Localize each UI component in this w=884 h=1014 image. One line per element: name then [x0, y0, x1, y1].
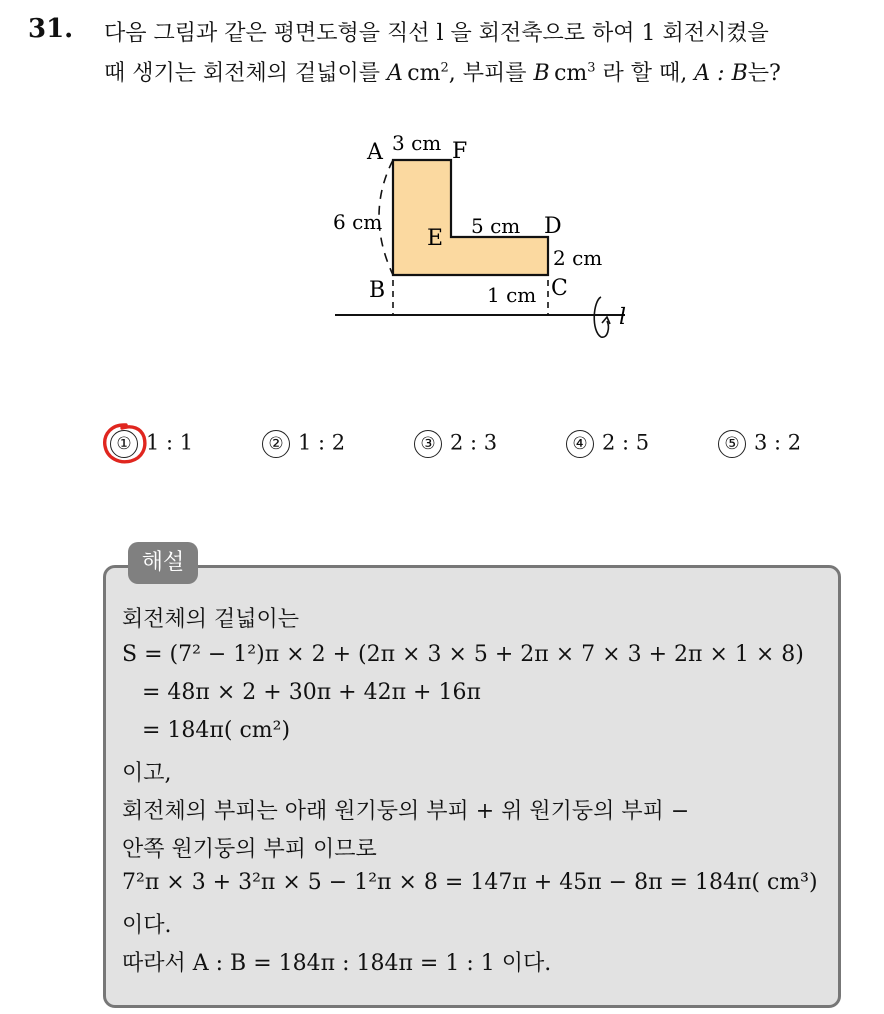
choice-2-number: ②	[262, 430, 290, 458]
choice-1[interactable]	[110, 430, 193, 458]
exp-2: 2	[440, 60, 449, 76]
var-b: B	[533, 61, 550, 86]
solution-line-6: 회전체의 부피는 아래 원기둥의 부피 + 위 원기둥의 부피 −	[122, 799, 690, 824]
choice-4-text: 2 : 5	[602, 430, 650, 455]
label-len-dc: 2 cm	[553, 246, 603, 270]
choice-5[interactable]	[718, 430, 801, 458]
ratio-expr: A : B	[694, 61, 748, 86]
choice-5-number: ⑤	[718, 430, 746, 458]
question-line-2-end: 는?	[747, 61, 781, 86]
solution-line-3: = 48π × 2 + 30π + 42π + 16π	[142, 680, 481, 705]
label-b: B	[369, 278, 386, 303]
label-d: D	[544, 214, 562, 239]
choice-4-number: ④	[566, 430, 594, 458]
question-number: 31.	[28, 14, 74, 44]
question-line-2	[104, 56, 781, 87]
label-axis-l: l	[619, 305, 627, 330]
solution-tab: 해설	[128, 542, 198, 584]
question-line-1: 다음 그림과 같은 평면도형을 직선 l 을 회전축으로 하여 1 회전시켰을	[104, 21, 769, 46]
unit-cm3: cm	[554, 61, 588, 86]
choice-1-number: ①	[110, 430, 138, 458]
solution-line-2: S = (7² − 1²)π × 2 + (2π × 3 × 5 + 2π × 7 × 3 + 2π × 1 × 8)	[122, 642, 804, 667]
choice-4[interactable]	[566, 430, 649, 458]
choice-2-text: 1 : 2	[298, 430, 346, 455]
label-len-1cm: 1 cm	[487, 283, 537, 307]
solution-line-5: 이고,	[122, 761, 172, 786]
question-line-2-post: 라 할 때,	[595, 61, 695, 86]
choice-3-number: ③	[414, 430, 442, 458]
solution-line-9: 이다.	[122, 913, 172, 938]
exp-3: 3	[587, 60, 596, 76]
choice-2[interactable]	[262, 430, 345, 458]
var-a: A	[387, 61, 403, 86]
answer-choices	[0, 430, 884, 466]
solution-line-10: 따라서 A : B = 184π : 184π = 1 : 1 이다.	[122, 951, 552, 976]
solution-line-8: 7²π × 3 + 3²π × 5 − 1²π × 8 = 147π + 45π − 8π = 184π( cm³)	[122, 870, 818, 895]
label-e: E	[427, 226, 444, 251]
label-a: A	[367, 140, 383, 165]
choice-5-text: 3 : 2	[754, 430, 802, 455]
question-line-2-pre: 때 생기는 회전체의 겉넓이를	[104, 61, 387, 86]
solution-line-1: 회전체의 겉넓이는	[122, 607, 300, 632]
question-line-2-mid: , 부피를	[448, 61, 534, 86]
label-c: C	[551, 276, 568, 301]
label-f: F	[452, 139, 468, 164]
label-len-ab: 6 cm	[333, 210, 383, 234]
label-len-ed: 5 cm	[471, 214, 521, 238]
solution-line-4: = 184π( cm²)	[142, 718, 291, 743]
label-len-af: 3 cm	[392, 131, 442, 155]
unit-cm2: cm	[407, 61, 441, 86]
choice-1-text: 1 : 1	[146, 430, 194, 455]
choice-3-text: 2 : 3	[450, 430, 498, 455]
choice-3[interactable]	[414, 430, 497, 458]
rotation-figure	[325, 125, 645, 345]
solution-line-7: 안쪽 원기둥의 부피 이므로	[122, 837, 377, 862]
